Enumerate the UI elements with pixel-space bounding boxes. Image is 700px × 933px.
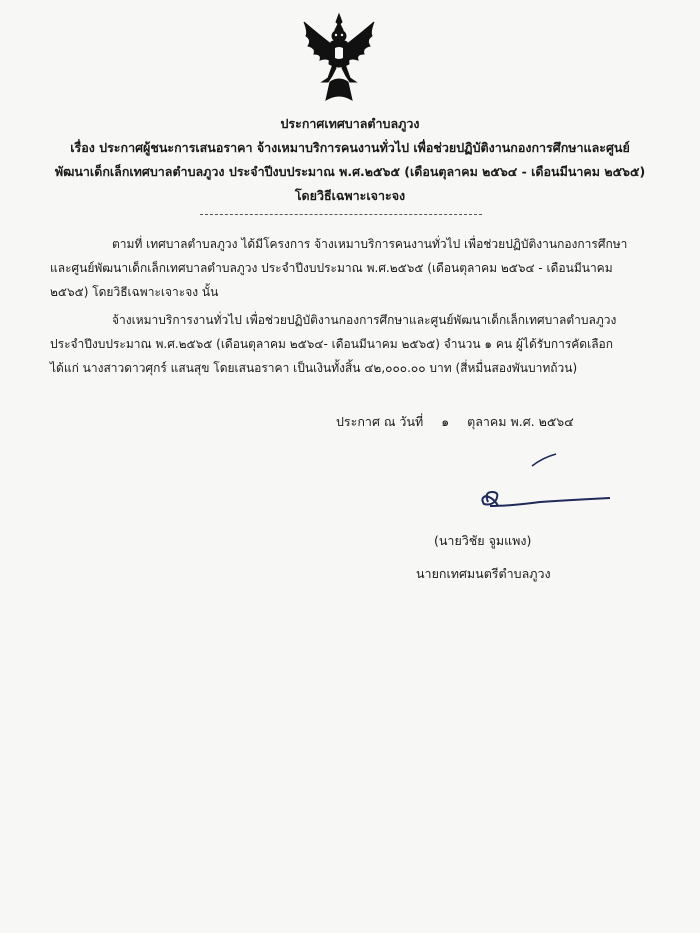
paragraph-1-line-1: ตามที่ เทศบาลตำบลภูวง ได้มีโครงการ จ้างเหมาบริการคนงานทั่วไป เพื่อช่วยปฏิบัติงานกองการศึกษา bbox=[112, 237, 628, 251]
subject-line-2: พัฒนาเด็กเล็กเทศบาลตำบลภูวง ประจำปีงบประมาณ พ.ศ.๒๕๖๕ (เดือนตุลาคม ๒๕๖๔ - เดือนมีนาคม ๒๕๖๕) bbox=[54, 164, 646, 179]
subject-line-1: เรื่อง ประกาศผู้ชนะการเสนอราคา จ้างเหมาบริการคนงานทั่วไป เพื่อช่วยปฏิบัติงานกองการศึกษาและศูนย์ bbox=[70, 140, 630, 155]
announcement-date bbox=[336, 412, 574, 432]
date-month-year: ตุลาคม พ.ศ. ๒๕๖๔ bbox=[467, 414, 574, 429]
header-divider bbox=[200, 214, 482, 215]
document-header bbox=[0, 112, 700, 208]
paragraph-2-line-1: จ้างเหมาบริการงานทั่วไป เพื่อช่วยปฏิบัติงานกองการศึกษาและศูนย์พัฒนาเด็กเล็กเทศบาลตำบลภูวง bbox=[112, 313, 617, 327]
issuer-title: ประกาศเทศบาลตำบลภูวง bbox=[280, 116, 420, 131]
paragraph-2-line-2: ประจำปีงบประมาณ พ.ศ.๒๕๖๕ (เดือนตุลาคม ๒๕๖๔- เดือนมีนาคม ๒๕๖๕) จำนวน ๑ คน ผู้ได้รับการคัดเลือก bbox=[50, 337, 614, 351]
subject-line-3: โดยวิธีเฉพาะเจาะจง bbox=[294, 188, 406, 203]
signatory-name: (นายวิชัย จูมแพง) bbox=[434, 533, 532, 548]
signatory-position: นายกเทศมนตรีตำบลภูวง bbox=[416, 566, 551, 581]
garuda-emblem bbox=[298, 12, 380, 106]
date-day: ๑ bbox=[441, 414, 450, 429]
paragraph-2-line-3: ได้แก่ นางสาวดาวศุกร์ แสนสุข โดยเสนอราคา เป็นเงินทั้งสิ้น ๔๒,๐๐๐.๐๐ บาท (สี่หมื่นสองพันบาทถ้วน) bbox=[50, 361, 578, 375]
paragraph-1-line-2: และศูนย์พัฒนาเด็กเล็กเทศบาลตำบลภูวง ประจำปีงบประมาณ พ.ศ.๒๕๖๕ (เดือนตุลาคม ๒๕๖๔ - เดือนมีนาคม bbox=[50, 261, 613, 275]
handwritten-signature bbox=[470, 440, 670, 530]
paragraph-1-line-3: ๒๕๖๕) โดยวิธีเฉพาะเจาะจง นั้น bbox=[50, 285, 219, 299]
date-prefix: ประกาศ ณ วันที่ bbox=[336, 414, 424, 429]
